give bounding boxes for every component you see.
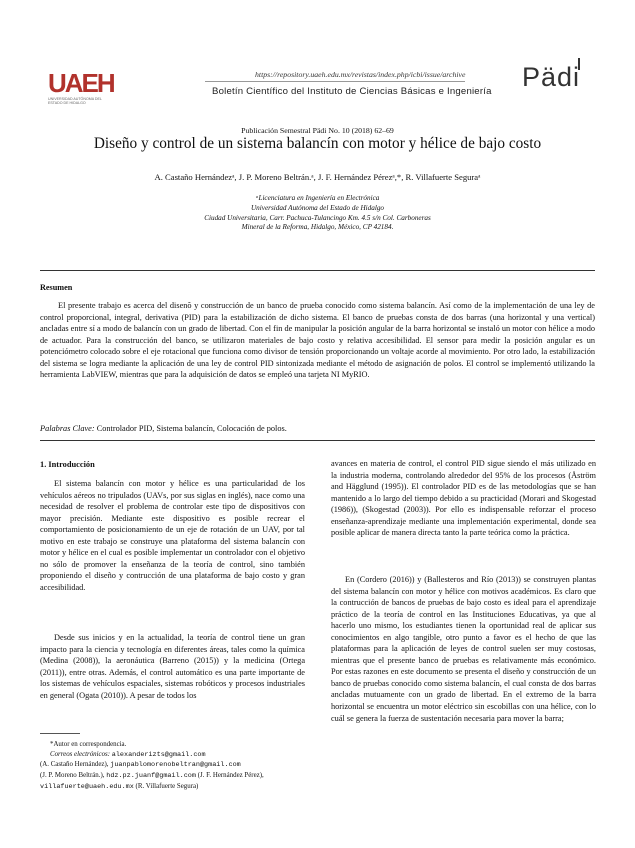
left-column-p1 <box>40 478 305 593</box>
abstract-heading: Resumen <box>40 283 73 292</box>
uaeh-logo <box>48 68 114 104</box>
abstract-text: El presente trabajo es acerca del disenõ y construcción de un banco de prueba conocido como sistema balancín. Así como de la implementación de una ley de control proporcional, integral, derivativa (PID) para la estabilización de dicho sistema. El banco de pruebas consta de dos barras (una horizontal y una vertical) ancladas entre sí a modo de balancín con un grado de libertad. Con el fin de manipular la posición angular de la barra horizontal se instaló un motor con hélice a modo de actuador. Para la construcción del banco, se utilizaron materiales de bajo costo y relativa accesibilidad. El sensor para medir la posición angular es un potenciómetro colocado sobre el eje rotacional que funciona como divisor de tensión proporcionando un voltaje acorde al movimiento. Por otro lado, la estabilización del sistema se logra mediante la aplicación de una ley de control PID sintonizada mediante el método de asignación de polos. El control se implementó utilizando la herramienta LabVIEW, mientras que para la adquisición de datos se empleó una tarjeta NI MyRIO. <box>40 301 595 380</box>
email-link[interactable]: alexanderizts@gmail.com <box>111 750 206 759</box>
email-link[interactable]: juanpablomorenobeltran@gmail.com <box>110 761 241 770</box>
footnote-rule <box>40 733 80 734</box>
author-list: A. Castaño Hernándezᵃ, J. P. Moreno Beltrán.ᵃ, J. F. Hernández Pérezᵃ,*, R. Villafuerte Seguraᵃ <box>154 172 481 182</box>
right-column-p2 <box>331 574 596 724</box>
journal-url[interactable]: https://repository.uaeh.edu.mx/revistas/index.php/icbi/issue/archive <box>255 70 466 79</box>
padi-logo: Pädi <box>522 62 581 92</box>
paragraph: En (Cordero (2016)) y (Ballesteros and Río (2013)) se construyen plantas del sistema balancín con motor y hélice con motivos académicos. Es claro que la contrucción de bancos de pruebas de bajo costo es ideal para el aprendizaje práctico de la teoría de control en las Instituciones Educativas, ya que al hacerlo uno mismo, los estudiantes tienen la oportunidad real de aplicar sus conocimientos en algo tangible, otro punto a favor es el hecho de que las plataformas para la aplicación de leyes de control suelen ser muy costosas, mientras que el presente banco de pruebas es relativamente más económico. Por estas razones en este documento se presenta el diseño y construcción de un banco de pruebas conocido como sistema balancín, el cual consta de dos barras ancladas mutuamente con un grado de libertad. En el extremo de la barra horizontal se encuentra un motor eléctrico sin escobillas con una hélice, con lo cuál se genera la fuerza de sustentación necesaria para mover la barra; <box>331 575 596 723</box>
affiliation-line: Ciudad Universitaria, Carr. Pachuca-Tulancingo Km. 4.5 s/n Col. Carboneras <box>204 213 431 222</box>
email-link[interactable]: hdz.pz.juanf@gmail.com <box>106 772 196 781</box>
paragraph: Desde sus inicios y en la actualidad, la teoría de control tiene un gran impacto para la ciencia y tecnología en diferentes áreas, tales como la química (Medina (2008)), la aeronáutica (Barreno (2015)) y la medicina (Ortega (2011)), entre otras. Además, el control automático es una parte importante de los sistemas de vehículos espaciales, sistemas robóticos y procesos industriales en general (Ogata (2010)). A pesar de todos los <box>40 633 305 700</box>
publication-info: Publicación Semestral Pädi No. 10 (2018) 62–69 <box>241 126 394 135</box>
uaeh-logo-subtext: UNIVERSIDAD AUTÓNOMA DEL ESTADO DE HIDALGO <box>48 97 102 105</box>
footnote-emails-label: Correos electrónicos: <box>50 750 111 758</box>
paper-title: Diseño y control de un sistema balancín con motor y hélice de bajo costo <box>93 135 542 152</box>
affiliation-line: ᵃLicenciatura en Ingeniería en Electrónica <box>255 194 380 202</box>
header-divider <box>205 81 465 82</box>
journal-name: Boletín Científico del Instituto de Ciencias Básicas e Ingeniería <box>212 86 492 97</box>
keywords-text: Controlador PID, Sistema balancín, Colocación de polos. <box>96 424 287 433</box>
keywords <box>40 424 287 433</box>
email-link[interactable]: villafuerte@uaeh.edu.mx <box>40 782 134 791</box>
paragraph: El sistema balancín con motor y hélice es una particularidad de los vehículos aéreos no tripulados (UAVs, por sus siglas en inglés), nace como una necesidad de resolver el problema de controlar este tipo de dispositivos con mayor precisión. Mediante este dispositivo es posible recrear el comportamiento de posicionamiento de un eje de rotación de un UAV, por tal motivo en este trabajo se construye una plataforma del sistema balancín con motor y hélice en el cual es posible implementar un controlador con el objetivo no sólo de promover la enseñanza de la teoría de control, sino también proponiendo el diseño y contrucción de una plataforma de bajo costo y gran accesibilidad. <box>40 479 305 592</box>
footnote-name: (A. Castaño Hernández), <box>40 761 109 769</box>
footnote-name: (J. P. Moreno Beltrán.), <box>40 772 105 780</box>
affiliation <box>0 194 635 233</box>
left-column-p2 <box>40 632 305 701</box>
affiliation-line: Mineral de la Reforma, Hidalgo, México, CP 42184. <box>241 223 394 232</box>
section-heading-introduccion: 1. Introducción <box>40 460 95 469</box>
footnote-name: (R. Villafuerte Segura) <box>135 782 199 790</box>
footnote-corresponding: *Autor en correspondencia. <box>50 741 127 748</box>
uaeh-logo-text: UAEH <box>48 68 114 98</box>
paragraph: avances en materia de control, el control PID sigue siendo el más utilizado en la industria moderna, controlando alrededor del 95% de los procesos (Åström and Hägglund (1995)). El controlador PID es de las metodologías que se han mantenido a lo largo del tiempo debido a su practicidad (Morari and Skogestad (1986)), (Skogestad (2003)). Por ello es indispensable reforzar el proceso enseñanza-aprendizaje mediante una implementación experimental, donde sea posible aplicar de manera directa tanto la parte teórica como la práctica. <box>331 459 596 538</box>
abstract-bottom-rule <box>40 440 595 441</box>
abstract-top-rule <box>40 270 595 271</box>
keywords-label: Palabras Clave: <box>40 424 95 433</box>
footnote <box>40 740 320 793</box>
affiliation-line: Universidad Autónoma del Estado de Hidalgo <box>250 203 385 212</box>
right-column-p1 <box>331 458 596 539</box>
footnote-name: (J. F. Hernández Pérez), <box>197 772 264 780</box>
